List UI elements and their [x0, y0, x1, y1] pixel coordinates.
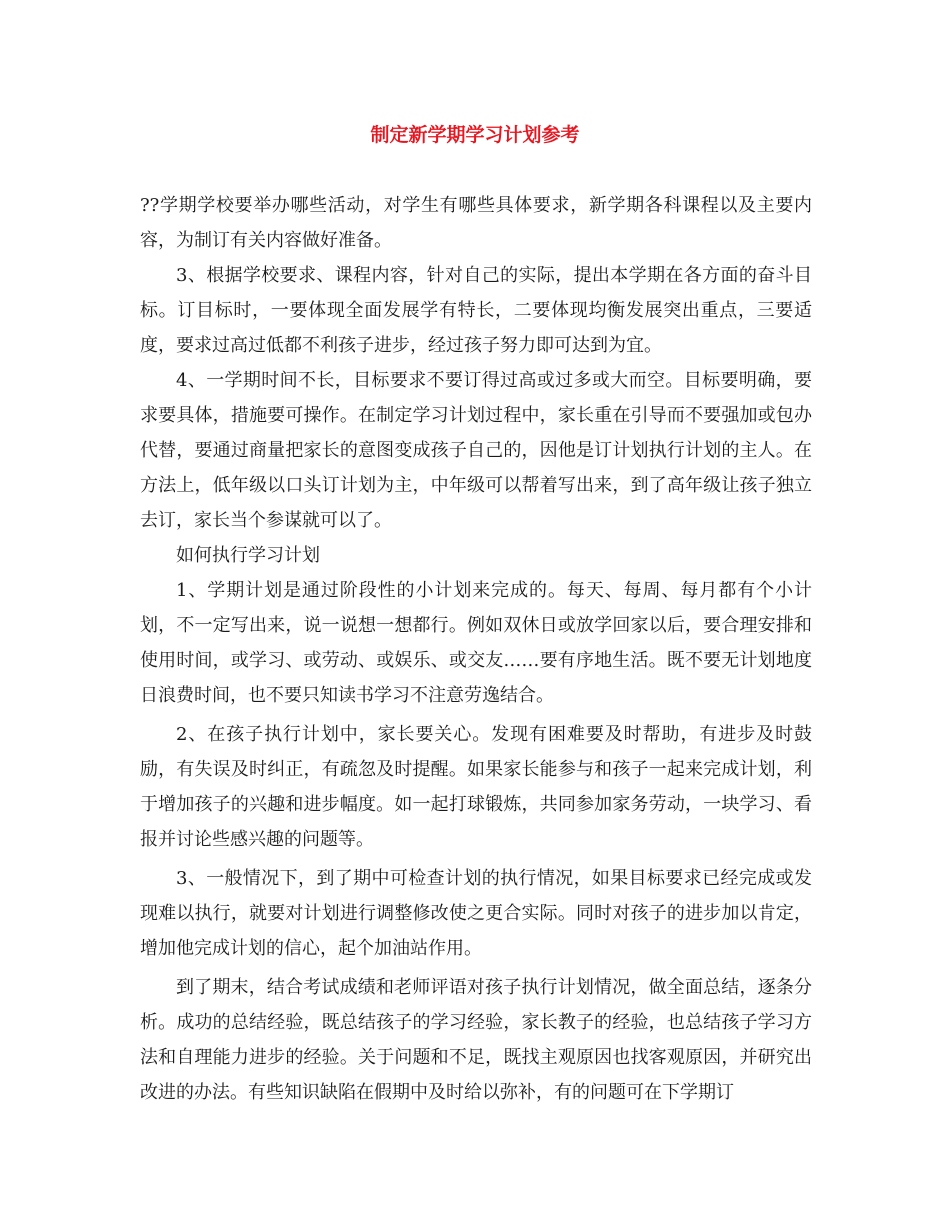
paragraph-execute-1: 1、学期计划是通过阶段性的小计划来完成的。每天、每周、每月都有个小计划，不一定写出来，说一说想一想都行。例如双休日或放学回家以后，要合理安排和使用时间，或学习、或劳动、或娱乐、或交友……要有序地生活。既不要无计划地度日浪费时间，也不要只知读书学习不注意劳逸结合。: [140, 580, 812, 706]
paragraph-intro-continued: ??学期学校要举办哪些活动，对学生有哪些具体要求，新学期各科课程以及主要内容，为制订有关内容做好准备。: [140, 195, 812, 251]
paragraph-execute-2: 2、在孩子执行计划中，家长要关心。发现有困难要及时帮助，有进步及时鼓励，有失误及时纠正，有疏忽及时提醒。如果家长能参与和孩子一起来完成计划，利于增加孩子的兴趣和进步幅度。如一起打球锻炼，共同参加家务劳动，一块学习、看报并讨论些感兴趣的问题等。: [140, 724, 812, 850]
paragraph-point-3: 3、根据学校要求、课程内容，针对自己的实际，提出本学期在各方面的奋斗目标。订目标时，一要体现全面发展学有特长，二要体现均衡发展突出重点，三要适度，要求过高过低都不利孩子进步，经过孩子努力即可达到为宜。: [140, 265, 812, 356]
section-heading-execute-plan: 如何执行学习计划: [176, 545, 320, 566]
document-body: [140, 188, 812, 1110]
paragraph-point-4: 4、一学期时间不长，目标要求不要订得过高或过多或大而空。目标要明确，要求要具体，措施要可操作。在制定学习计划过程中，家长重在引导而不要强加或包办代替，要通过商量把家长的意图变成孩子自己的，因他是订计划执行计划的主人。在方法上，低年级以口头订计划为主，中年级可以帮着写出来，到了高年级让孩子独立去订，家长当个参谋就可以了。: [140, 370, 812, 531]
paragraph-execute-3: 3、一般情况下，到了期中可检查计划的执行情况，如果目标要求已经完成或发现难以执行，就要对计划进行调整修改使之更合实际。同时对孩子的进步加以肯定，增加他完成计划的信心，起个加油站作用。: [140, 868, 812, 959]
document-title: 制定新学期学习计划参考: [370, 124, 580, 146]
paragraph-end-of-term: 到了期末，结合考试成绩和老师评语对孩子执行计划情况，做全面总结，逐条分析。成功的总结经验，既总结孩子的学习经验，家长教子的经验，也总结孩子学习方法和自理能力进步的经验。关于问题和不足，既找主观原因也找客观原因，并研究出改进的办法。有些知识缺陷在假期中及时给以弥补，有的问题可在下学期订: [140, 977, 812, 1103]
